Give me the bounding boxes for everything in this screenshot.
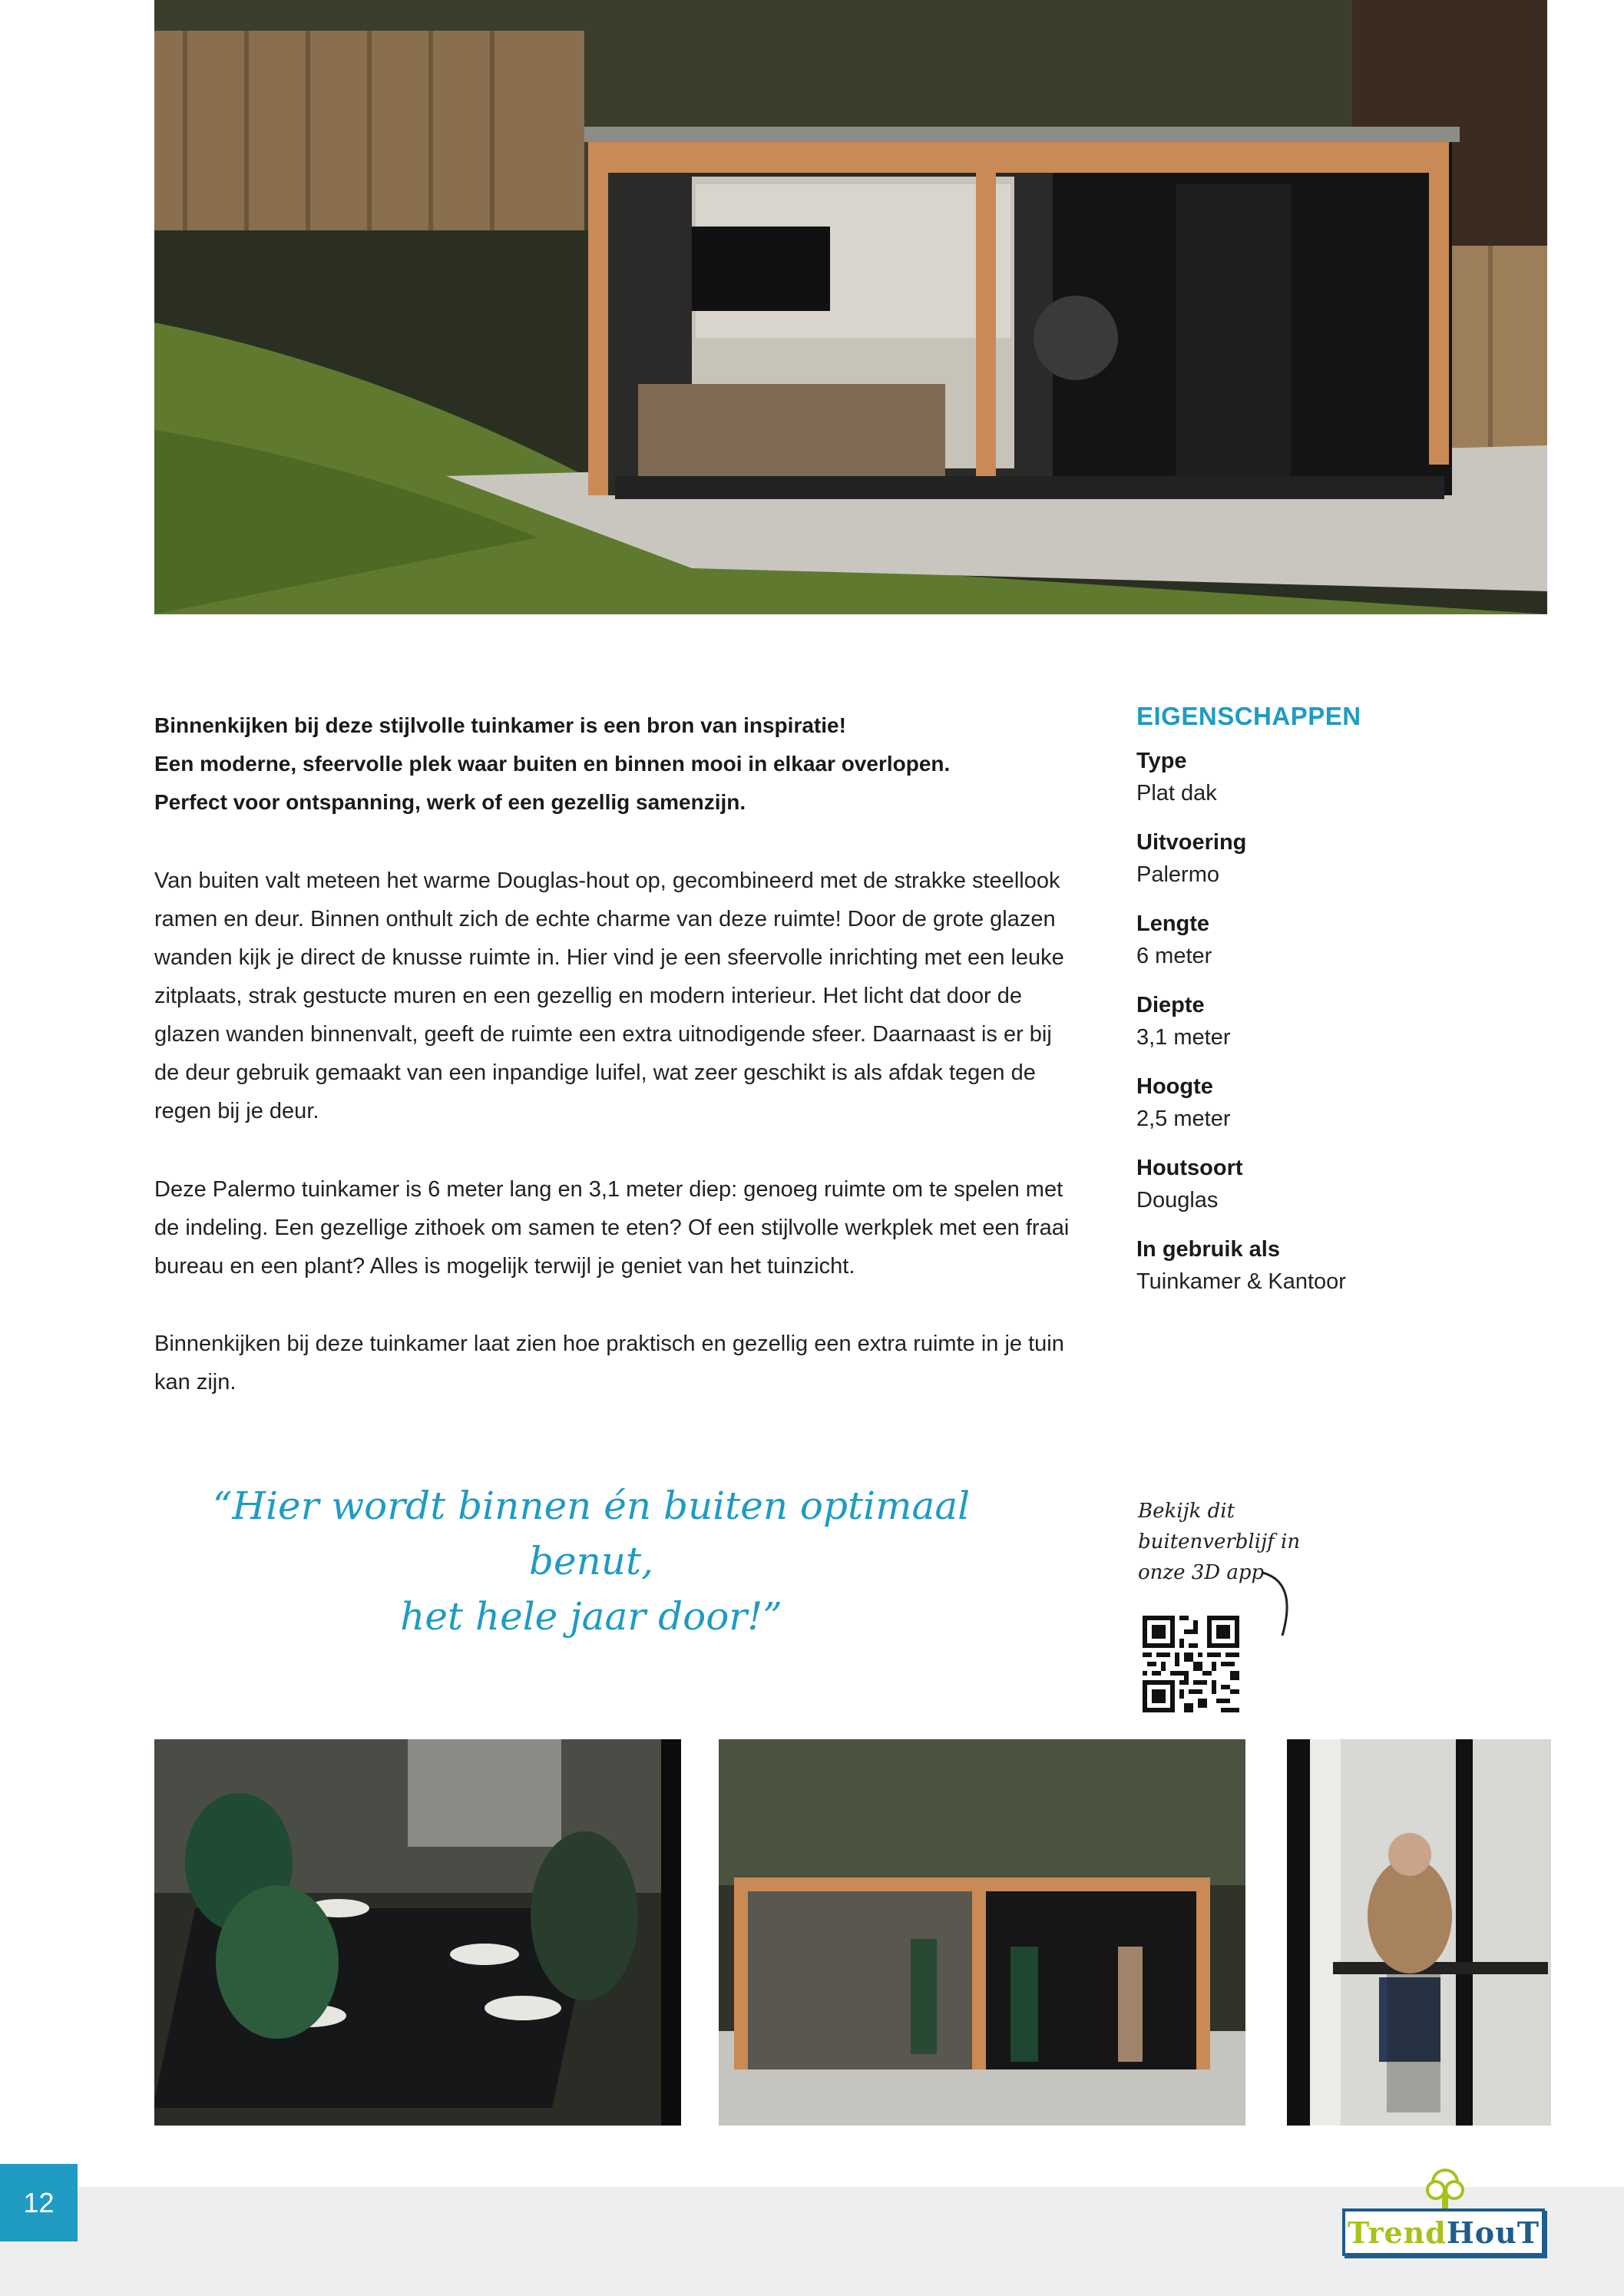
property-value: Palermo	[1136, 862, 1219, 887]
logo-wordmark	[1342, 2208, 1545, 2256]
app-note-line: Bekijk dit	[1138, 1500, 1235, 1523]
property-label: In gebruik als	[1136, 1237, 1280, 1262]
photo-office-inside	[1287, 1739, 1551, 2126]
photo-garden-room-exterior	[719, 1739, 1245, 2126]
property-value: 3,1 meter	[1136, 1025, 1231, 1050]
properties-panel	[1136, 702, 1520, 1315]
property-label: Diepte	[1136, 993, 1205, 1017]
property-value: 2,5 meter	[1136, 1107, 1231, 1131]
property-value: Tuinkamer & Kantoor	[1136, 1269, 1346, 1294]
hero-photo-garden-room	[154, 0, 1547, 614]
property-item	[1136, 1233, 1520, 1298]
property-value: 6 meter	[1136, 944, 1212, 968]
property-item	[1136, 745, 1520, 809]
property-item	[1136, 908, 1520, 972]
property-label: Type	[1136, 749, 1187, 773]
property-item	[1136, 1070, 1520, 1135]
property-value: Douglas	[1136, 1188, 1219, 1213]
pull-quote	[184, 1478, 998, 1644]
logo-text-trend: Trend	[1347, 2215, 1447, 2250]
properties-title: EIGENSCHAPPEN	[1136, 702, 1361, 730]
logo-text-hout: HouT	[1446, 2215, 1540, 2250]
property-label: Lengte	[1136, 911, 1210, 936]
property-label: Houtsoort	[1136, 1156, 1243, 1180]
property-item	[1136, 989, 1520, 1054]
qr-code-icon[interactable]	[1143, 1616, 1239, 1712]
intro-text	[154, 706, 1076, 822]
property-value: Plat dak	[1136, 781, 1217, 806]
quote-line: het hele jaar door!”	[400, 1594, 782, 1639]
intro-line: Perfect voor ontspanning, werk of een gezellig samenzijn.	[154, 790, 746, 814]
trendhout-logo	[1336, 2165, 1551, 2258]
page-number: 12	[0, 2164, 78, 2241]
photo-dinner-inside	[154, 1739, 681, 2126]
quote-line: “Hier wordt binnen én buiten optimaal benut,	[212, 1484, 971, 1583]
property-label: Hoogte	[1136, 1074, 1213, 1099]
intro-line: Een moderne, sfeervolle plek waar buiten en binnen mooi in elkaar overlopen.	[154, 752, 951, 776]
intro-line: Binnenkijken bij deze stijlvolle tuinkamer is een bron van inspiratie!	[154, 713, 846, 737]
property-item	[1136, 826, 1520, 891]
app-note-line: buitenverblijf in	[1138, 1530, 1301, 1553]
body-paragraph: Binnenkijken bij deze tuinkamer laat zien hoe praktisch en gezellig een extra ruimte in je tuin kan zijn.	[154, 1332, 1064, 1394]
tree-logo-icon	[1422, 2165, 1468, 2213]
body-paragraph: Deze Palermo tuinkamer is 6 meter lang en 3,1 meter diep: genoeg ruimte om te spelen met de indeling. Een gezellige zithoek om samen te eten? Of een stijlvolle werkplek met een fraai bureau en een plant? Alles is mogelijk terwijl je geniet van het tuinzicht.	[154, 1177, 1070, 1279]
curved-arrow-icon	[1252, 1567, 1313, 1643]
app-note-line: onze 3D app	[1138, 1561, 1265, 1584]
body-paragraph: Van buiten valt meteen het warme Douglas-hout op, gecombineerd met de strakke steellook ramen en deur. Binnen onthult zich de echte charme van deze ruimte! Door de grote glazen wanden kijk je direct de knusse ruimte in. Hier vind je een sfeervolle inrichting met een leuke zitplaats, strak gestucte muren en een gezellig en modern interieur. Het licht dat door de glazen wanden binnenvalt, geeft de ruimte een extra uitnodigende sfeer. Daarnaast is er bij de deur gebruik gemaakt van een inpandige luifel, wat zeer geschikt is als afdak tegen de regen bij je deur.	[154, 868, 1064, 1123]
property-label: Uitvoering	[1136, 830, 1247, 855]
property-item	[1136, 1152, 1520, 1216]
